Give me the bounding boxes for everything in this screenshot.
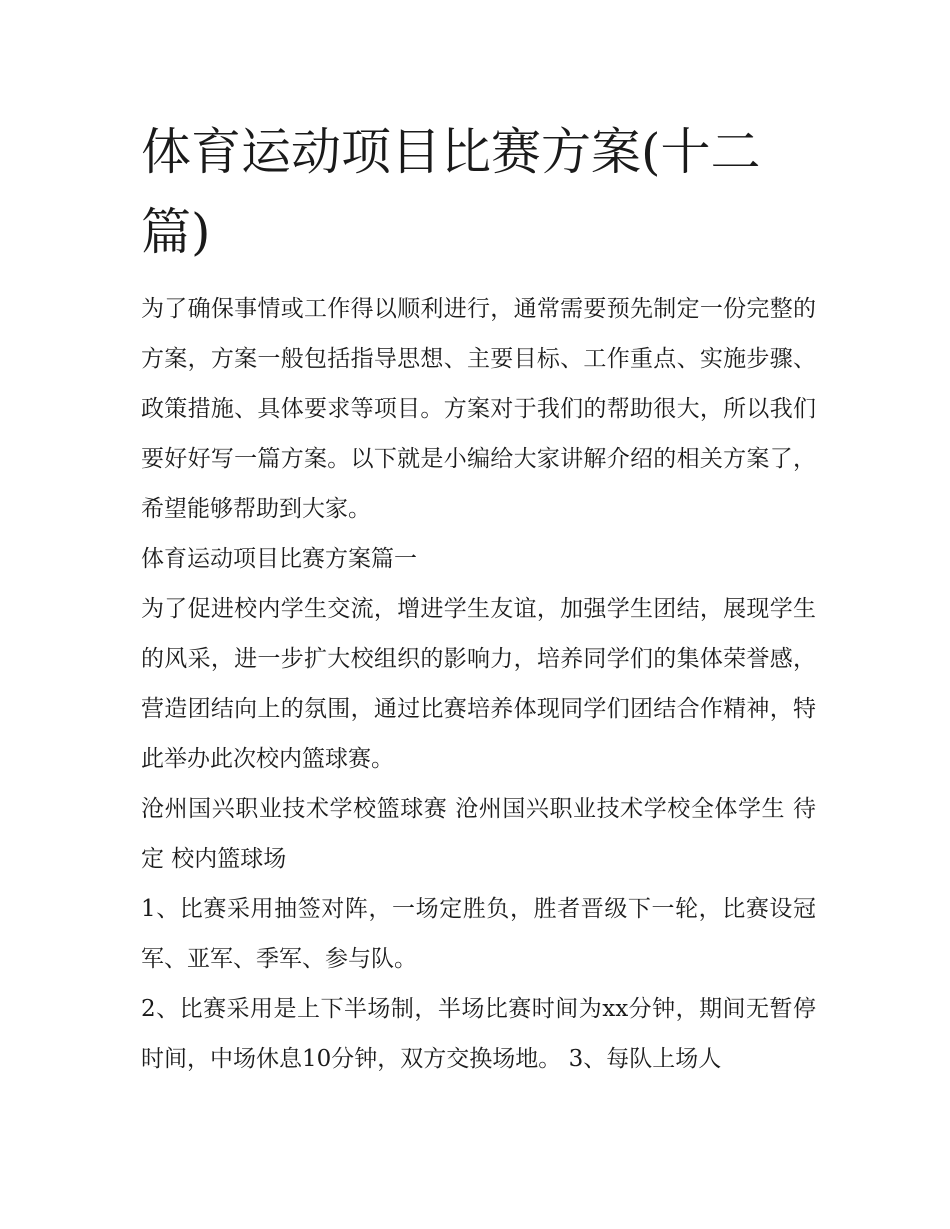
section-heading: 体育运动项目比赛方案篇一 — [141, 546, 417, 572]
document-title: 体育运动项目比赛方案(十二篇) — [141, 123, 761, 261]
purpose-paragraph: 为了促进校内学生交流，增进学生友谊，加强学生团结，展现学生的风采，进一步扩大校组织的影响力，培养同学们的集体荣誉感，营造团结向上的氛围，通过比赛培养体现同学们团结合作精神，特此举办此次校内篮球赛。 — [141, 596, 816, 772]
event-info-paragraph: 沧州国兴职业技术学校篮球赛 沧州国兴职业技术学校全体学生 待定 校内篮球场 — [141, 796, 816, 872]
intro-paragraph: 为了确保事情或工作得以顺利进行，通常需要预先制定一份完整的方案，方案一般包括指导思想、主要目标、工作重点、实施步骤、政策措施、具体要求等项目。方案对于我们的帮助很大，所以我们要好好写一篇方案。以下就是小编给大家讲解介绍的相关方案了，希望能够帮助到大家。 — [141, 296, 816, 522]
rule-item-1: 1、比赛采用抽签对阵，一场定胜负，胜者晋级下一轮，比赛设冠军、亚军、季军、参与队。 — [141, 896, 816, 972]
document-body — [141, 112, 816, 1084]
title-spacer — [141, 272, 816, 284]
rule-item-2: 2、比赛采用是上下半场制，半场比赛时间为xx分钟，期间无暂停时间，中场休息10分钟，双方交换场地。 3、每队上场人 — [141, 996, 816, 1072]
